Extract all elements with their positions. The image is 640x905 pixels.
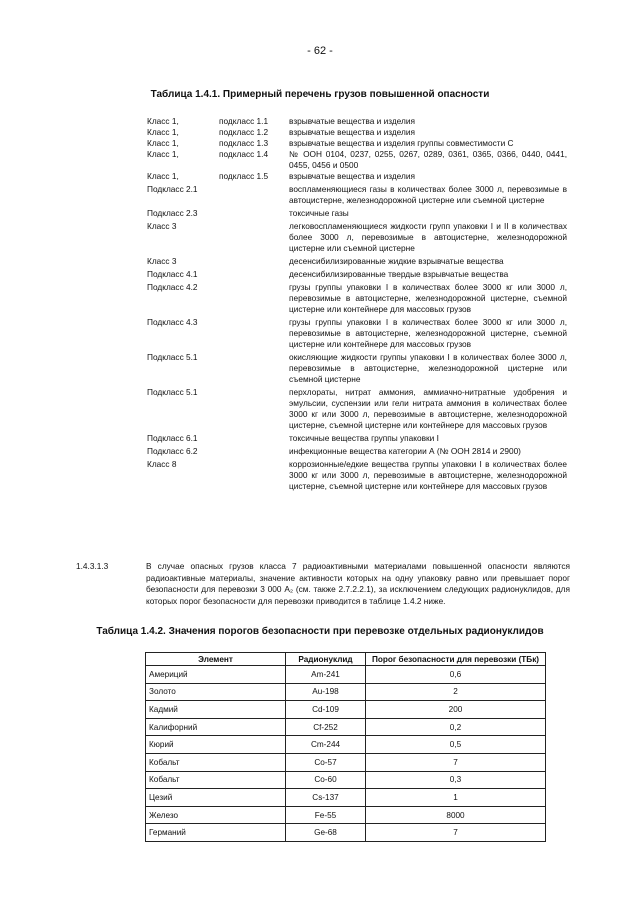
- class-cell: Подкласс 6.2: [147, 446, 198, 456]
- subclass-cell: подкласс 1.4: [219, 149, 269, 159]
- class-cell: Класс 1,: [147, 149, 179, 159]
- subclass-cell: подкласс 1.1: [219, 116, 269, 126]
- list-item: [147, 317, 567, 350]
- table-row: [146, 753, 546, 771]
- description-cell: взрывчатые вещества и изделия: [289, 171, 415, 181]
- subclass-cell: подкласс 1.3: [219, 138, 269, 148]
- table-row: [146, 824, 546, 842]
- description-cell: перхлораты, нитрат аммония, аммиачно-нитратные удобрения и эмульсии, суспензии или гели нитрата аммония в количествах более 3000 кг или 3000 л, перевозимые в автоцистерне, железнодорожной цистерне, съемной цистерне или контейнере для массовых грузов: [289, 387, 567, 430]
- class-cell: Подкласс 5.1: [147, 387, 198, 397]
- class-cell: Подкласс 4.2: [147, 282, 198, 292]
- threshold-cell: 0,5: [366, 736, 546, 754]
- list-item: [147, 387, 567, 431]
- element-cell: Германий: [146, 824, 286, 842]
- subclass-cell: [219, 446, 289, 457]
- class-cell: Подкласс 2.1: [147, 184, 198, 194]
- radionuclide-cell: Am-241: [286, 666, 366, 684]
- element-cell: Железо: [146, 806, 286, 824]
- radionuclide-cell: Co-60: [286, 771, 366, 789]
- threshold-cell: 0,6: [366, 666, 546, 684]
- subclass-cell: подкласс 1.5: [219, 171, 269, 181]
- subclass-cell: [219, 184, 289, 206]
- subclass-cell: [219, 221, 289, 254]
- table-row: [146, 683, 546, 701]
- description-cell: окисляющие жидкости группы упаковки I в количествах более 3000 л, перевозимые в автоцистерне, железнодорожной цистерне или съемной цистерне: [289, 352, 567, 384]
- header-radionuclide: Радионуклид: [286, 653, 366, 666]
- threshold-cell: 8000: [366, 806, 546, 824]
- class-cell: Класс 3: [147, 221, 177, 231]
- list-item: [147, 208, 567, 219]
- radionuclide-threshold-table: [145, 652, 546, 842]
- element-cell: Золото: [146, 683, 286, 701]
- list-item: [147, 269, 567, 280]
- threshold-cell: 7: [366, 753, 546, 771]
- list-item: [147, 221, 567, 254]
- subclass-cell: подкласс 1.2: [219, 127, 269, 137]
- class-cell: Класс 1,: [147, 171, 179, 181]
- table-row: [146, 718, 546, 736]
- subclass-cell: [219, 433, 289, 444]
- subclass-cell: [219, 256, 289, 267]
- description-cell: инфекционные вещества категории А (№ ООН 2814 и 2900): [289, 446, 521, 456]
- subclass-cell: [219, 352, 289, 385]
- subclass-cell: [219, 317, 289, 350]
- header-threshold: Порог безопасности для перевозки (ТБк): [366, 653, 546, 666]
- class-cell: Класс 1,: [147, 127, 179, 137]
- list-item: [147, 256, 567, 267]
- class-cell: Класс 1,: [147, 138, 179, 148]
- description-cell: токсичные газы: [289, 208, 349, 218]
- description-cell: взрывчатые вещества и изделия группы совместимости С: [289, 138, 514, 148]
- list-item: [147, 127, 567, 138]
- list-item: [147, 352, 567, 385]
- list-item: [147, 171, 567, 182]
- radionuclide-cell: Cm-244: [286, 736, 366, 754]
- description-cell: взрывчатые вещества и изделия: [289, 116, 415, 126]
- description-cell: грузы группы упаковки I в количествах более 3000 кг или 3000 л, перевозимые в автоцистерне, железнодорожной цистерне, съемной цистерне или контейнере для массовых грузов: [289, 317, 567, 349]
- element-cell: Кюрий: [146, 736, 286, 754]
- element-cell: Америций: [146, 666, 286, 684]
- subclass-cell: [219, 269, 289, 280]
- table-row: [146, 701, 546, 719]
- description-cell: десенсибилизированные жидкие взрывчатые вещества: [289, 256, 504, 266]
- class-cell: Подкласс 6.1: [147, 433, 198, 443]
- list-item: [147, 116, 567, 127]
- threshold-cell: 200: [366, 701, 546, 719]
- description-cell: взрывчатые вещества и изделия: [289, 127, 415, 137]
- list-item: [147, 459, 567, 492]
- table-header-row: [146, 653, 546, 666]
- radionuclide-cell: Cs-137: [286, 789, 366, 807]
- description-cell: воспламеняющиеся газы в количествах более 3000 л, перевозимые в автоцистерне, железнодорожной цистерне или съемной цистерне: [289, 184, 567, 205]
- table-2-title: Таблица 1.4.2. Значения порогов безопасности при перевозке отдельных радионуклидов: [96, 626, 544, 637]
- element-cell: Кобальт: [146, 771, 286, 789]
- class-cell: Класс 1,: [147, 116, 179, 126]
- list-item: [147, 149, 567, 171]
- page-number: - 62 -: [307, 45, 333, 57]
- list-item: [147, 446, 567, 457]
- table-row: [146, 806, 546, 824]
- list-item: [147, 138, 567, 149]
- list-item: [147, 184, 567, 206]
- subclass-cell: [219, 387, 289, 431]
- table-row: [146, 666, 546, 684]
- radionuclide-cell: Co-57: [286, 753, 366, 771]
- dangerous-goods-list: [147, 116, 567, 494]
- element-cell: Кобальт: [146, 753, 286, 771]
- subclass-cell: [219, 208, 289, 219]
- description-cell: десенсибилизированные твердые взрывчатые вещества: [289, 269, 509, 279]
- class-cell: Класс 8: [147, 459, 177, 469]
- description-cell: легковоспламеняющиеся жидкости групп упаковки I и II в количествах более 3000 л, перевозимые в автоцистерне, железнодорожной цистерне или съемной цистерне: [289, 221, 567, 253]
- threshold-cell: 7: [366, 824, 546, 842]
- radionuclide-cell: Cd-109: [286, 701, 366, 719]
- description-cell: коррозионные/едкие вещества группы упаковки I в количествах более 3000 кг или 3000 л, перевозимые в автоцистерне, железнодорожной цистерне, съемной цистерне или контейнере для массовых грузов: [289, 459, 567, 491]
- table-row: [146, 736, 546, 754]
- paragraph-text: В случае опасных грузов класса 7 радиоактивными материалами повышенной опасности являются радиоактивные материалы, значение активности которых на одну упаковку равно или превышает порог безопасности для перевозки 3 000 A₂ (см. также 2.7.2.2.1), за исключением следующих радионуклидов, для которых порог безопасности для перевозки приводится в таблице 1.4.2 ниже.: [146, 561, 570, 606]
- header-element: Элемент: [146, 653, 286, 666]
- radionuclide-cell: Fe-55: [286, 806, 366, 824]
- table-row: [146, 771, 546, 789]
- element-cell: Цезий: [146, 789, 286, 807]
- subclass-cell: [219, 282, 289, 315]
- element-cell: Калифорний: [146, 718, 286, 736]
- threshold-cell: 0,3: [366, 771, 546, 789]
- threshold-cell: 1: [366, 789, 546, 807]
- threshold-cell: 0,2: [366, 718, 546, 736]
- table-row: [146, 789, 546, 807]
- class-cell: Класс 3: [147, 256, 177, 266]
- table-1-title: Таблица 1.4.1. Примерный перечень грузов повышенной опасности: [150, 89, 490, 100]
- element-cell: Кадмий: [146, 701, 286, 719]
- paragraph-number: 1.4.3.1.3: [76, 561, 109, 571]
- subclass-cell: [219, 459, 289, 492]
- description-cell: токсичные вещества группы упаковки I: [289, 433, 439, 443]
- class-cell: Подкласс 4.3: [147, 317, 198, 327]
- list-item: [147, 433, 567, 444]
- paragraph-1-4-3-1-3: [76, 561, 570, 607]
- threshold-cell: 2: [366, 683, 546, 701]
- class-cell: Подкласс 4.1: [147, 269, 198, 279]
- class-cell: Подкласс 2.3: [147, 208, 198, 218]
- description-cell: грузы группы упаковки I в количествах более 3000 кг или 3000 л, перевозимые в автоцистерне, железнодорожной цистерне, съемной цистерне или контейнере для массовых грузов: [289, 282, 567, 314]
- description-cell: № ООН 0104, 0237, 0255, 0267, 0289, 0361, 0365, 0366, 0440, 0441, 0455, 0456 и 0500: [289, 149, 567, 170]
- radionuclide-cell: Ge-68: [286, 824, 366, 842]
- class-cell: Подкласс 5.1: [147, 352, 198, 362]
- radionuclide-cell: Cf-252: [286, 718, 366, 736]
- radionuclide-cell: Au-198: [286, 683, 366, 701]
- list-item: [147, 282, 567, 315]
